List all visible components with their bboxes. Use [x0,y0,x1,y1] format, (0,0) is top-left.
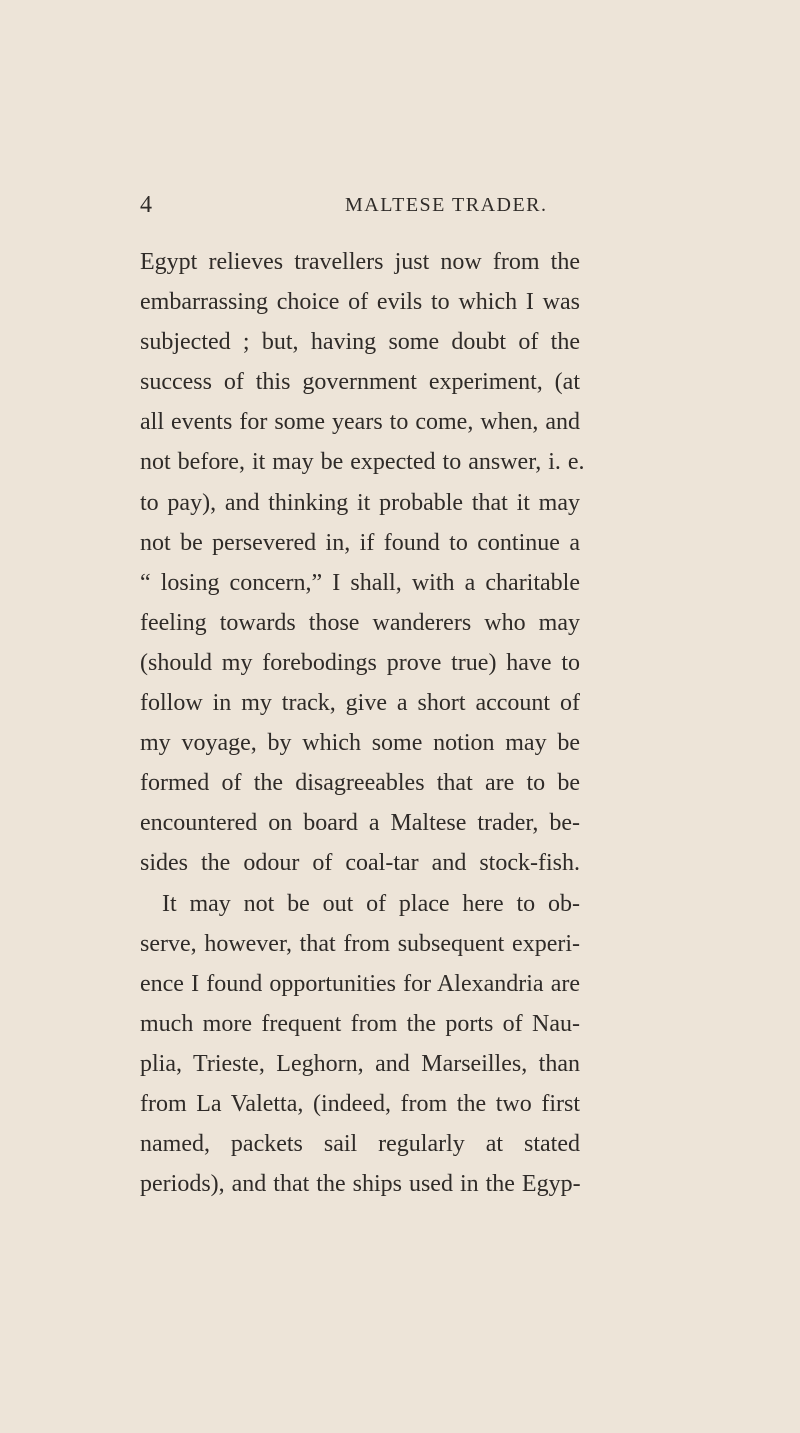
text-line: sides the odour of coal-tar and stock-fish. [140,850,580,877]
text-line: Egypt relieves travellers just now from the [140,249,580,275]
text-line: much more frequent from the ports of Nau- [140,1010,580,1037]
page-number: 4 [140,192,152,218]
text-line: subjected ; but, having some doubt of the [140,329,580,356]
running-head [140,190,580,220]
text-line: encountered on board a Maltese trader, be- [140,810,580,837]
text-line: named, packets sail regularly at stated [140,1131,580,1158]
text-line: plia, Trieste, Leghorn, and Marseilles, than [140,1050,580,1077]
text-line: from La Valetta, (indeed, from the two first [140,1090,580,1117]
text-line: embarrassing choice of evils to which I was [140,289,580,316]
text-line: success of this government experiment, (at [140,369,580,396]
text-line: formed of the disagreeables that are to be [140,770,580,797]
text-line: periods), and that the ships used in the Egyp- [140,1171,581,1198]
text-line: all events for some years to come, when, and [140,409,580,436]
text-line: my voyage, by which some notion may be [140,730,580,757]
text-line: ence I found opportunities for Alexandria are [140,970,580,997]
text-line: not be persevered in, if found to continue a [140,529,580,556]
text-line: It may not be out of place here to ob- [162,890,580,917]
body-text [140,242,585,1204]
text-line: feeling towards those wanderers who may [140,609,580,636]
running-title: MALTESE TRADER. [345,194,548,216]
text-line: not before, it may be expected to answer, i. e. [140,449,585,476]
text-line: serve, however, that from subsequent experi- [140,930,580,957]
text-line: follow in my track, give a short account of [140,690,580,717]
text-line: “ losing concern,” I shall, with a charitable [140,569,580,596]
text-line: to pay), and thinking it probable that it may [140,489,580,516]
text-line: (should my forebodings prove true) have to [140,649,580,676]
